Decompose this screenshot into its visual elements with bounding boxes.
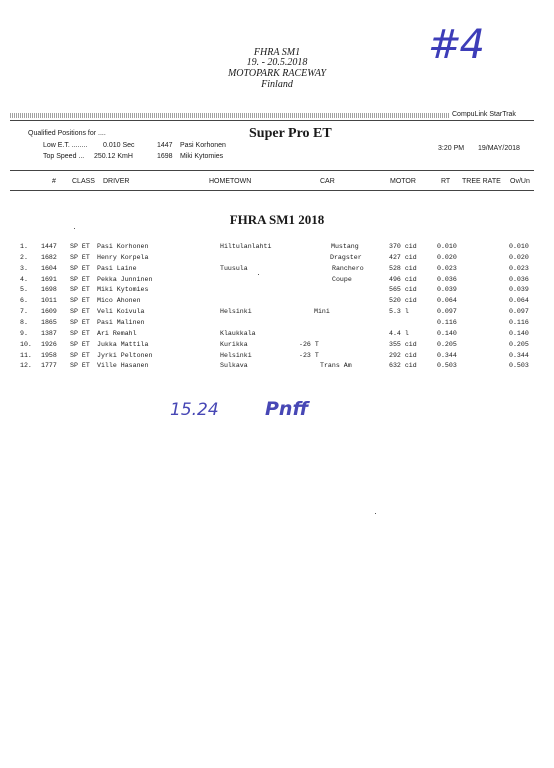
cell-car-number: 1447: [41, 243, 57, 250]
cell-driver: Miki Kytomies: [97, 286, 149, 294]
cell-hometown: Hiltulanlahti: [220, 243, 272, 250]
table-row: [0, 319, 554, 330]
report-time: 3:20 PM: [438, 145, 465, 152]
cell-car: Trans Am: [320, 362, 352, 370]
cell-position: 12.: [20, 362, 32, 370]
cell-ov-un: 0.344: [509, 351, 529, 359]
col-header-class: CLASS: [72, 178, 95, 185]
qualified-title: Qualified Positions for ....: [28, 130, 106, 137]
cell-rt: 0.010: [437, 243, 457, 250]
cell-rt: 0.116: [437, 318, 457, 326]
cell-motor: 528 cid: [389, 264, 417, 272]
cell-car: Mustang: [331, 243, 359, 250]
cell-motor: 520 cid: [389, 297, 417, 305]
banner-label: CompuLink StarTrak: [452, 111, 516, 118]
cell-ov-un: 0.503: [509, 362, 529, 370]
cell-car: -23 T: [299, 351, 319, 359]
cell-car: Ranchero: [332, 264, 364, 272]
report-date: 19/MAY/2018: [478, 145, 520, 152]
col-header-motor: MOTOR: [390, 178, 416, 185]
cell-driver: Pasi Laine: [97, 264, 137, 272]
scan-speck: [375, 513, 376, 514]
cell-hometown: Klaukkala: [220, 329, 256, 337]
col-header-hometown: HOMETOWN: [209, 178, 252, 185]
cell-motor: 292 cid: [389, 351, 417, 359]
cell-car-number: 1691: [41, 275, 57, 283]
scan-speck: [74, 228, 75, 229]
cell-hometown: Sulkava: [220, 362, 248, 370]
class-title: Super Pro ET: [249, 126, 332, 141]
cell-motor: 4.4 l: [389, 329, 409, 337]
cell-driver: Jyrki Peltonen: [97, 351, 153, 359]
cell-class: SP ET: [70, 275, 90, 283]
cell-hometown: Helsinki: [220, 351, 252, 359]
low-et-driver: Pasi Korhonen: [180, 142, 226, 149]
cell-ov-un: 0.039: [509, 286, 529, 294]
cell-motor: 427 cid: [389, 253, 417, 261]
cell-class: SP ET: [70, 286, 90, 294]
cell-rt: 0.503: [437, 362, 457, 370]
cell-class: SP ET: [70, 253, 90, 261]
cell-car: Dragster: [330, 253, 362, 261]
cell-class: SP ET: [70, 264, 90, 272]
cell-rt: 0.064: [437, 297, 457, 305]
cell-car-number: 1682: [41, 253, 57, 261]
cell-driver: Pasi Malinen: [97, 318, 145, 326]
cell-rt: 0.036: [437, 275, 457, 283]
scan-speck: [258, 274, 259, 275]
table-row: [0, 308, 554, 319]
cell-class: SP ET: [70, 308, 90, 316]
cell-position: 3.: [20, 264, 28, 272]
cell-ov-un: 0.036: [509, 275, 529, 283]
cell-ov-un: 0.023: [509, 264, 529, 272]
cell-rt: 0.039: [437, 286, 457, 294]
cell-ov-un: 0.116: [509, 318, 529, 326]
event-title: FHRA SM1 2018: [229, 212, 325, 227]
cell-car-number: 1777: [41, 362, 57, 370]
cell-driver: Jukka Mattila: [97, 340, 149, 348]
table-row: [0, 254, 554, 265]
cell-rt: 0.140: [437, 329, 457, 337]
low-et-label: Low E.T. ........: [43, 142, 88, 149]
cell-ov-un: 0.020: [509, 253, 529, 261]
cell-ov-un: 0.010: [509, 243, 529, 250]
cell-position: 6.: [20, 297, 28, 305]
cell-driver: Pasi Korhonen: [97, 243, 149, 250]
table-row: [0, 265, 554, 276]
col-header-ov-un: Ov/Un: [510, 178, 530, 185]
col-header-pos: #: [52, 178, 56, 185]
top-speed-value: 250.12 KmH: [94, 153, 133, 160]
cell-car-number: 1926: [41, 340, 57, 348]
cell-ov-un: 0.205: [509, 340, 529, 348]
col-header-car: CAR: [320, 178, 335, 185]
cell-rt: 0.020: [437, 253, 457, 261]
cell-class: SP ET: [70, 351, 90, 359]
cell-car-number: 1387: [41, 329, 57, 337]
cell-position: 4.: [20, 275, 28, 283]
cell-car: Coupe: [332, 275, 352, 283]
header-line-4: Finland: [261, 79, 293, 90]
col-header-driver: DRIVER: [103, 178, 130, 185]
cell-driver: Veli Koivula: [97, 308, 145, 316]
header-rule: [10, 190, 534, 191]
cell-class: SP ET: [70, 318, 90, 326]
cell-car: -26 T: [299, 340, 319, 348]
cell-class: SP ET: [70, 329, 90, 337]
table-row: [0, 286, 554, 297]
table-row: [0, 352, 554, 363]
cell-car-number: 1958: [41, 351, 57, 359]
cell-car-number: 1604: [41, 264, 57, 272]
cell-rt: 0.023: [437, 264, 457, 272]
cell-ov-un: 0.097: [509, 308, 529, 316]
cell-position: 9.: [20, 329, 28, 337]
cell-ov-un: 0.140: [509, 329, 529, 337]
cell-class: SP ET: [70, 340, 90, 348]
mid-rule: [10, 170, 534, 171]
top-rule: [10, 120, 534, 121]
cell-rt: 0.344: [437, 351, 457, 359]
cell-car-number: 1698: [41, 286, 57, 294]
table-row: [0, 276, 554, 287]
cell-driver: Ari Remahl: [97, 329, 137, 337]
cell-driver: Pekka Junninen: [97, 275, 153, 283]
cell-class: SP ET: [70, 297, 90, 305]
cell-motor: 496 cid: [389, 275, 417, 283]
handwritten-number-mark: #4: [428, 22, 483, 68]
cell-hometown: Kurikka: [220, 340, 248, 348]
cell-position: 1.: [20, 243, 28, 250]
cell-position: 5.: [20, 286, 28, 294]
handwritten-time: 15.24: [170, 400, 219, 420]
cell-car-number: 1609: [41, 308, 57, 316]
cell-position: 2.: [20, 253, 28, 261]
cell-driver: Henry Korpela: [97, 253, 149, 261]
cell-motor: 565 cid: [389, 286, 417, 294]
low-et-car: 1447: [157, 142, 173, 149]
cell-rt: 0.097: [437, 308, 457, 316]
cell-car-number: 1011: [41, 297, 57, 305]
cell-rt: 0.205: [437, 340, 457, 348]
col-header-rt: RT: [441, 178, 451, 185]
table-row: [0, 297, 554, 308]
header-line-1: FHRA SM1: [253, 47, 301, 58]
table-row: [0, 243, 554, 254]
table-row: [0, 362, 554, 373]
table-row: [0, 330, 554, 341]
header-line-2: 19. - 20.5.2018: [246, 57, 308, 68]
cell-car-number: 1865: [41, 318, 57, 326]
cell-motor: 5.3 l: [389, 308, 409, 316]
handwritten-signature: Pnff: [265, 398, 309, 420]
cell-hometown: Helsinki: [220, 308, 252, 316]
cell-position: 11.: [20, 351, 32, 359]
cell-motor: 632 cid: [389, 362, 417, 370]
top-speed-driver: Miki Kytomies: [180, 153, 224, 160]
cell-driver: Ville Hasanen: [97, 362, 149, 370]
cell-class: SP ET: [70, 243, 90, 250]
col-header-tree-rate: TREE RATE: [462, 178, 501, 185]
header-line-3: MOTOPARK RACEWAY: [227, 68, 327, 79]
cell-motor: 355 cid: [389, 340, 417, 348]
cell-car: Mini: [314, 308, 330, 316]
low-et-value: 0.010 Sec: [103, 142, 135, 149]
cell-hometown: Tuusula: [220, 264, 248, 272]
cell-position: 8.: [20, 318, 28, 326]
cell-ov-un: 0.064: [509, 297, 529, 305]
top-speed-label: Top Speed ...: [43, 153, 85, 160]
cell-class: SP ET: [70, 362, 90, 370]
cell-position: 7.: [20, 308, 28, 316]
cell-position: 10.: [20, 340, 32, 348]
dotted-banner: [10, 113, 450, 118]
cell-motor: 370 cid: [389, 243, 417, 250]
top-speed-car: 1698: [157, 153, 173, 160]
table-row: [0, 341, 554, 352]
cell-driver: Mico Ahonen: [97, 297, 141, 305]
